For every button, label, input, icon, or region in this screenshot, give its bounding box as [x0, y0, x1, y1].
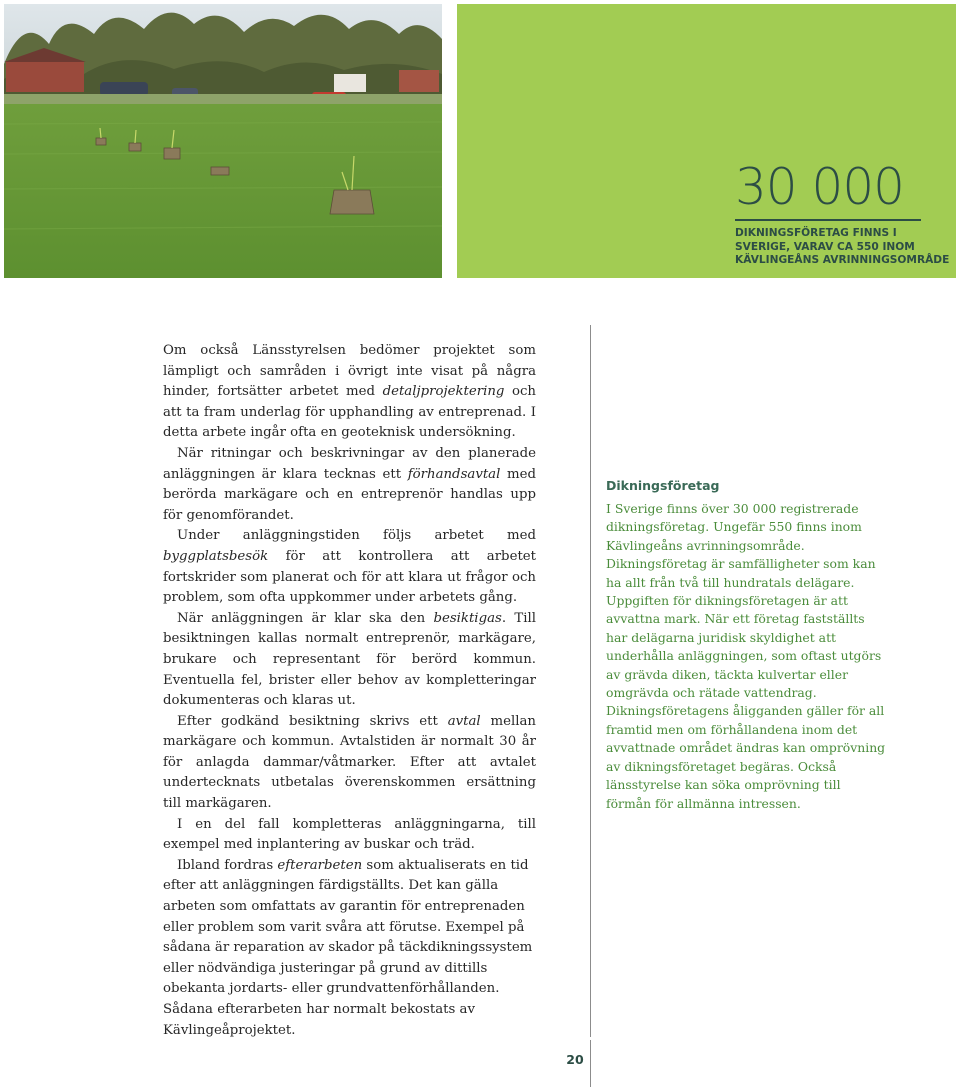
main-body-text — [163, 341, 536, 1041]
body-paragraph: Ibland fordras efterarbeten som aktualiserats en tid efter att anläggningen färdigställts. Det kan gälla arbeten som omfattats av garantin för entreprenaden eller problem som varit svåra att förutse. Exempel på sådana är reparation av skador på täckdikningssystem eller nödvändiga justeringar på grund av dittills obekanta jordarts- eller grundvattenförhållanden. Sådana efterarbeten har normalt bekostats av Kävlingeåprojektet. — [163, 857, 533, 1038]
stat-panel — [457, 4, 956, 278]
body-paragraph: När anläggningen är klar ska den besiktigas. Till besiktningen kallas normalt entreprenör, markägare, brukare och representant för berörd kommun. Eventuella fel, brister eller behov av kompletteringar dokumenteras och klaras ut. — [163, 610, 536, 709]
stat-number: 30 000 — [735, 158, 904, 216]
page-number: 20 — [566, 1052, 584, 1067]
field-photo — [4, 4, 442, 278]
stat-divider — [735, 219, 921, 221]
body-paragraph: Om också Länsstyrelsen bedömer projektet som lämpligt och samråden i övrigt inte visat på några hinder, fortsätter arbetet med detaljprojektering och att ta fram underlag för upphandling av entreprenad. I detta arbete ingår ofta en geoteknisk undersökning. — [163, 343, 536, 441]
body-paragraph: När ritningar och beskrivningar av den planerade anläggningen är klara tecknas ett förhandsavtal med berörda markägare och en entreprenör handlas upp för genomförandet. — [163, 445, 537, 523]
sidebar-body: I Sverige finns över 30 000 registrerade dikningsföretag. Ungefär 550 finns inom Kävlingeåns avrinningsområde. Dikningsföretag är samfälligheter som kan ha allt från två till hundratals delägare. Uppgiften för dikningsföretagen är att avvattna mark. När ett företag fastställts har delägarna juridisk skyldighet att underhålla anläggningen, som oftast utgörs av grävda diken, täckta kulvertar eller omgrävda och rätade vattendrag. Dikningsföretagens åligganden gäller för all framtid men om förhållandena inom det avvattnade området ändras kan omprövning av dikningsföretaget begäras. Också länsstyrelse kan söka omprövning till förmån för allmänna intressen. — [606, 501, 886, 811]
page-number-divider — [590, 1040, 591, 1087]
body-paragraph: I en del fall kompletteras anläggningarna, till exempel med inplantering av buskar och träd. — [163, 816, 536, 853]
body-paragraph: Under anläggningstiden följs arbetet med byggplatsbesök för att kontrollera att arbetet fortskrider som planerat och för att klara ut frågor och problem, som ofta uppkommer under arbetets gång. — [163, 528, 536, 606]
body-paragraph: Efter godkänd besiktning skrivs ett avtal mellan markägare och kommun. Avtalstiden är normalt 30 år för anlagda dammar/våtmarker. Efter att avtalet undertecknats utbetalas överenskommen ersättning till markägaren. — [163, 713, 537, 812]
sidebar-title: Dikningsföretag — [606, 478, 720, 493]
sidebar-factbox — [606, 478, 886, 813]
column-divider — [590, 325, 591, 1037]
stat-caption: DIKNINGSFÖRETAG FINNS I SVERIGE, VARAV CA 550 INOM KÄVLINGEÅNS AVRINNINGSOMRÅDE — [735, 227, 950, 266]
